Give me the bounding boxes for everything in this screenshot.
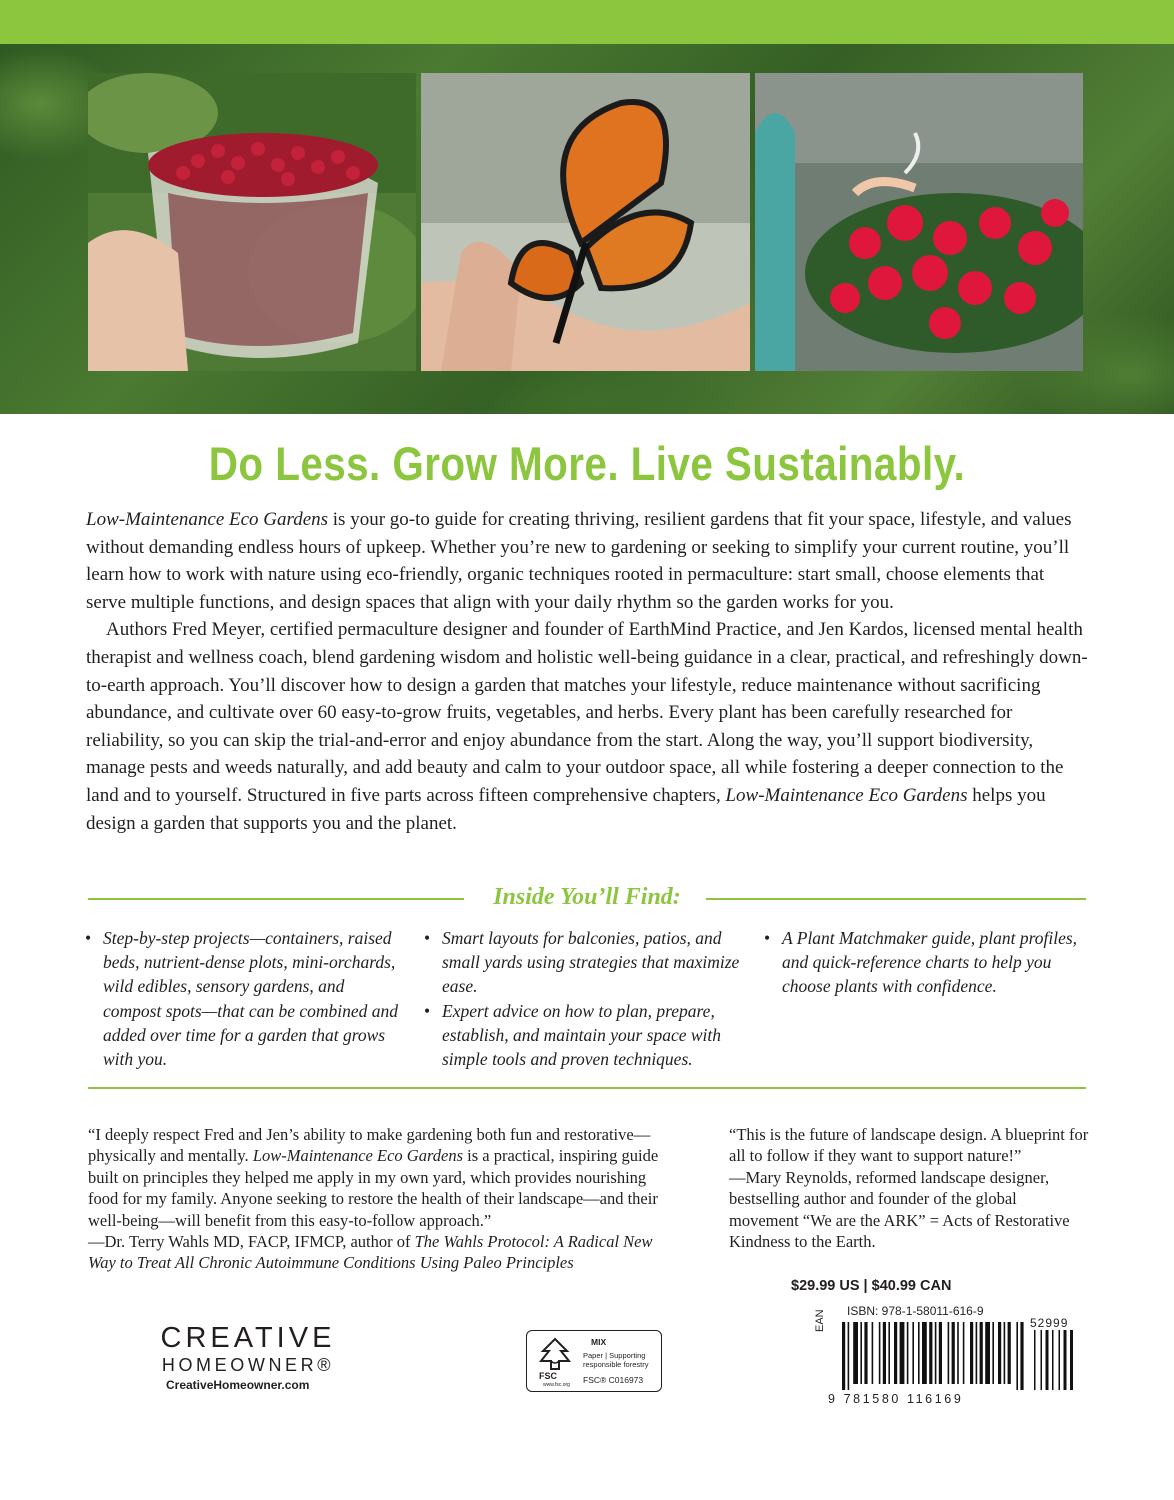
- endorsement-wahls: [88, 1124, 680, 1274]
- feature-text: A Plant Matchmaker guide, plant profiles, and quick-reference charts to help you choose plants with confidence.: [782, 928, 1078, 997]
- inside-title: Inside You’ll Find:: [493, 884, 681, 910]
- book-title: Low-Maintenance Eco Gardens: [725, 784, 968, 806]
- feature-item: [764, 926, 1084, 999]
- barcode-bar: [883, 1322, 886, 1384]
- quote-text: “This is the future of landscape design. A blueprint for all to follow if they want to support nature!”: [729, 1125, 1089, 1166]
- publisher-name-top: CREATIVE: [160, 1322, 336, 1354]
- publisher-name-bottom: HOMEOWNER®: [161, 1355, 335, 1375]
- barcode-bar: [1059, 1330, 1061, 1390]
- barcode-bar: [1041, 1330, 1043, 1390]
- barcode-bar: [929, 1322, 932, 1384]
- top-accent-bar: [0, 0, 1174, 44]
- barcode-bar: [842, 1322, 845, 1390]
- publisher-url: CreativeHomeowner.com: [166, 1378, 310, 1392]
- barcode-bar: [922, 1322, 927, 1384]
- bullet-icon: •: [764, 928, 771, 948]
- quote-text: is a practical, inspiring guide built on principles they helped me apply in my own yard, which provides nourishing food for my family. Anyone seeking to restore the health of their landscape—and their well-being—will benefit from this easy-to-follow approach.”: [88, 1146, 659, 1230]
- feature-text: Smart layouts for balconies, patios, and small yards using strategies that maximize ease.: [442, 928, 740, 997]
- cited-book-title: The Wahls Protocol: A Radical New Way to Treat All Chronic Autoimmune Conditions Using Paleo Principles: [88, 1232, 653, 1273]
- barcode-bar: [1064, 1330, 1067, 1390]
- flowers-photo: [755, 73, 1083, 371]
- fsc-paper: Paper | Supporting responsible forestry: [583, 1351, 649, 1369]
- barcode-bar: [939, 1322, 942, 1384]
- ean-label: EAN: [814, 1309, 826, 1332]
- divider-bottom: [88, 1087, 1086, 1089]
- fsc-word: FSC: [539, 1371, 557, 1381]
- barcode-bar: [992, 1322, 994, 1384]
- bullet-icon: •: [424, 928, 431, 948]
- barcode-bar: [935, 1322, 937, 1384]
- barcode-bar: [912, 1322, 914, 1384]
- description-paragraph-1: [86, 506, 1088, 616]
- description-text: is your go-to guide for creating thriving, resilient gardens that fit your space, lifestyle, and values without demanding endless hours of upkeep. Whether you’re new to gardening or seeking to simplify your current routine, you’ll learn how to work with nature using eco-friendly, organic techniques rooted in permaculture: start small, choose elements that serve multiple functions, and design spaces that align with your daily rhythm so the garden works for you.: [86, 509, 1072, 613]
- fsc-code: FSC® C016973: [583, 1375, 644, 1385]
- publisher-logo: [158, 1322, 338, 1376]
- barcode-bar: [888, 1322, 890, 1384]
- feature-text: Expert advice on how to plan, prepare, establish, and maintain your space with simple tools and proven techniques.: [442, 1000, 722, 1070]
- barcode-bar: [976, 1322, 978, 1384]
- quote-text: “I deeply respect Fred and Jen’s ability to make gardening both fun and restorative—physically and mentally.: [88, 1125, 651, 1166]
- price-code: 52999: [1030, 1316, 1069, 1330]
- fsc-site: www.fsc.org: [543, 1382, 570, 1388]
- isbn-label: ISBN: 978-1-58011-616-9: [847, 1304, 984, 1318]
- barcode-bar: [948, 1322, 950, 1384]
- feature-item: [85, 926, 403, 1071]
- headline: Do Less. Grow More. Live Sustainably.: [208, 437, 966, 490]
- barcode-bar: [864, 1322, 867, 1384]
- feature-text: Step-by-step projects—containers, raised beds, nutrient-dense plots, mini-orchards, wild edibles, sensory gardens, and compost spots—that can be combined and added over time for a garden that grows with you.: [103, 928, 399, 1070]
- fsc-label: [526, 1330, 662, 1392]
- description-text: Authors Fred Meyer, certified permaculture designer and founder of EarthMind Practice, and Jen Kardos, licensed mental health therapist and wellness coach, blend gardening wisdom and holistic well-being guidance in a clear, practical, and refreshingly down-to-earth approach. You’ll discover how to design a garden that matches your lifestyle, reduce maintenance without sacrificing abundance, and cultivate over 60 easy-to-grow fruits, vegetables, and herbs. Every plant has been carefully researched for reliability, so you can skip the trial-and-error and enjoy abundance from the start. Along the way, you’ll support biodiversity, manage pests and weeds naturally, and add beauty and calm to your outdoor space, all while fostering a deeper connection to the land and to yourself. Structured in five parts across fifteen comprehensive chapters,: [86, 619, 1088, 806]
- isbn-digits: 9 781580 116169: [828, 1392, 964, 1406]
- barcode-bar: [963, 1322, 965, 1384]
- berries-photo: [88, 73, 416, 371]
- barcode-bar: [1046, 1330, 1049, 1390]
- description: [86, 506, 1088, 837]
- barcode: [812, 1300, 1082, 1390]
- barcode-bar: [970, 1322, 973, 1384]
- barcode-bar: [998, 1322, 1001, 1384]
- barcode-bar: [1034, 1330, 1036, 1390]
- barcode-bar: [853, 1322, 858, 1384]
- barcode-bar: [985, 1322, 990, 1384]
- barcode-bar: [848, 1322, 850, 1390]
- endorsement-reynolds: [729, 1124, 1089, 1252]
- barcode-bar: [980, 1322, 983, 1384]
- barcode-bar: [1008, 1322, 1011, 1384]
- barcode-bar: [1020, 1322, 1023, 1390]
- barcode-bar: [872, 1322, 874, 1384]
- barcode-bar: [1052, 1330, 1054, 1390]
- inside-column-1: [85, 926, 403, 1071]
- price: $29.99 US | $40.99 CAN: [791, 1278, 952, 1294]
- description-paragraph-2: [86, 616, 1088, 837]
- bullet-icon: •: [424, 1000, 431, 1021]
- barcode-bar: [1070, 1330, 1073, 1390]
- barcode-bar: [879, 1322, 881, 1384]
- barcode-bar: [860, 1322, 862, 1384]
- quote-attribution: —Mary Reynolds, reformed landscape designer, bestselling author and founder of the global movement “We are the ARK” = Acts of Restorative Kindness to the Earth.: [729, 1167, 1070, 1252]
- butterfly-photo: [421, 73, 750, 371]
- book-title: Low-Maintenance Eco Gardens: [86, 509, 329, 530]
- feature-item: [424, 999, 752, 1072]
- bullet-icon: •: [85, 928, 92, 948]
- inside-column-2: [424, 926, 752, 1071]
- barcode-bar: [900, 1322, 905, 1384]
- barcode-bar: [894, 1322, 897, 1384]
- inside-column-3: [764, 926, 1084, 999]
- quote-attribution: —Dr. Terry Wahls MD, FACP, IFMCP, author of: [88, 1232, 415, 1252]
- feature-item: [424, 926, 752, 999]
- barcode-bar: [1016, 1322, 1018, 1390]
- barcode-bar: [952, 1322, 955, 1384]
- description-text: helps you design a garden that supports you and the planet.: [86, 784, 1046, 834]
- barcode-bar: [957, 1322, 959, 1384]
- barcode-bar: [1004, 1322, 1006, 1384]
- barcode-bar: [907, 1322, 909, 1384]
- fsc-mix: MIX: [591, 1337, 607, 1347]
- barcode-bar: [918, 1322, 920, 1384]
- book-title: Low-Maintenance Eco Gardens: [252, 1146, 463, 1166]
